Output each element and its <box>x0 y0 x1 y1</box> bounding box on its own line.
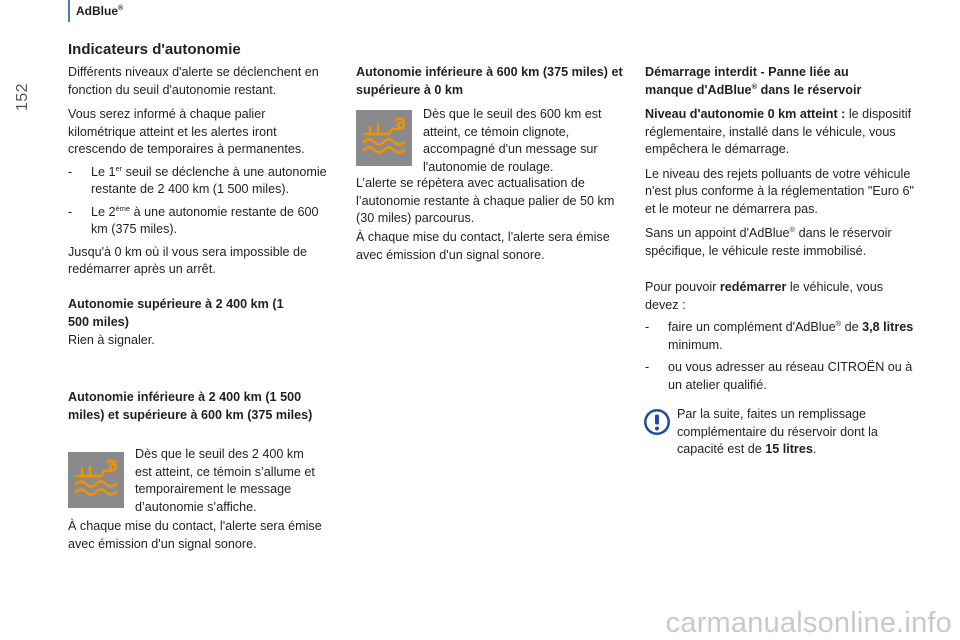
paragraph: Dès que le seuil des 2 400 km est atteint, ce témoin s’allume et temporairement le message d’autonomie s’affiche. <box>135 447 315 514</box>
paragraph: L’alerte se répètera avec actualisation de l’autonomie restante à chaque palier de 50 km (30 miles) parcourus. <box>356 176 615 225</box>
paragraph: Niveau d'autonomie 0 km atteint : le dispositif réglementaire, installé dans le véhicule, vous empêchera le démarrage. <box>645 107 912 156</box>
subheading: Autonomie supérieure à 2 400 km (1 500 miles) <box>68 297 284 329</box>
list-item: - Le 1er seuil se déclenche à une autonomie restante de 2 400 km (1 500 miles). <box>68 163 327 196</box>
paragraph: Différents niveaux d'alerte se déclenchent en fonction du seuil d'autonomie restant. <box>68 65 319 97</box>
paragraph: À chaque mise du contact, l'alerte sera émise avec émission d'un signal sonore. <box>68 519 322 551</box>
paragraph: Rien à signaler. <box>68 333 155 347</box>
list-item: - faire un complément d'AdBlue® de 3,8 litres minimum. <box>645 318 914 352</box>
list-item: - ou vous adresser au réseau CITROËN ou à un atelier qualifié. <box>645 360 913 392</box>
subheading: Autonomie inférieure à 2 400 km (1 500 miles) et supérieure à 600 km (375 miles) <box>68 390 313 422</box>
column-3 <box>645 106 915 394</box>
list-item: - Le 2ème à une autonomie restante de 600 km (375 miles). <box>68 203 319 236</box>
warning-icon <box>643 408 671 436</box>
page-number: 152 <box>14 82 31 112</box>
page-title: Indicateurs d'autonomie <box>68 41 241 58</box>
section-title: AdBlue® <box>76 4 124 18</box>
paragraph: Pour pouvoir redémarrer le véhicule, vous devez : <box>645 280 884 312</box>
paragraph: À chaque mise du contact, l'alerte sera émise avec émission d'un signal sonore. <box>356 230 610 262</box>
paragraph: Sans un appoint d'AdBlue® dans le réservoir spécifique, le véhicule reste immobilisé. <box>645 224 892 258</box>
column-1 <box>68 64 333 279</box>
section-marker-bar <box>68 0 70 22</box>
adblue-warning-icon <box>68 452 124 508</box>
watermark: carmanualsonline.info <box>665 606 952 639</box>
paragraph: Jusqu'à 0 km où il vous sera impossible de redémarrer après un arrêt. <box>68 244 308 276</box>
note-text: Par la suite, faites un remplissage complémentaire du réservoir dont la capacité est de 15 litres. <box>677 407 878 456</box>
paragraph: Dès que le seuil des 600 km est atteint, ce témoin clignote, accompagné d'un message sur l'autonomie de roulage. <box>423 107 602 174</box>
adblue-warning-icon <box>356 110 412 166</box>
paragraph: Vous serez informé à chaque palier kilométrique atteint et les alertes iront crescendo de temporaires à permanentes. <box>68 107 305 156</box>
subheading: Démarrage interdit - Panne liée au manque d'AdBlue® dans le réservoir <box>645 65 862 97</box>
paragraph: Le niveau des rejets polluants de votre véhicule n'est plus conforme à la réglementation "Euro 6" et le moteur ne démarrera pas. <box>645 166 914 216</box>
subheading: Autonomie inférieure à 600 km (375 miles) et supérieure à 0 km <box>356 65 623 97</box>
